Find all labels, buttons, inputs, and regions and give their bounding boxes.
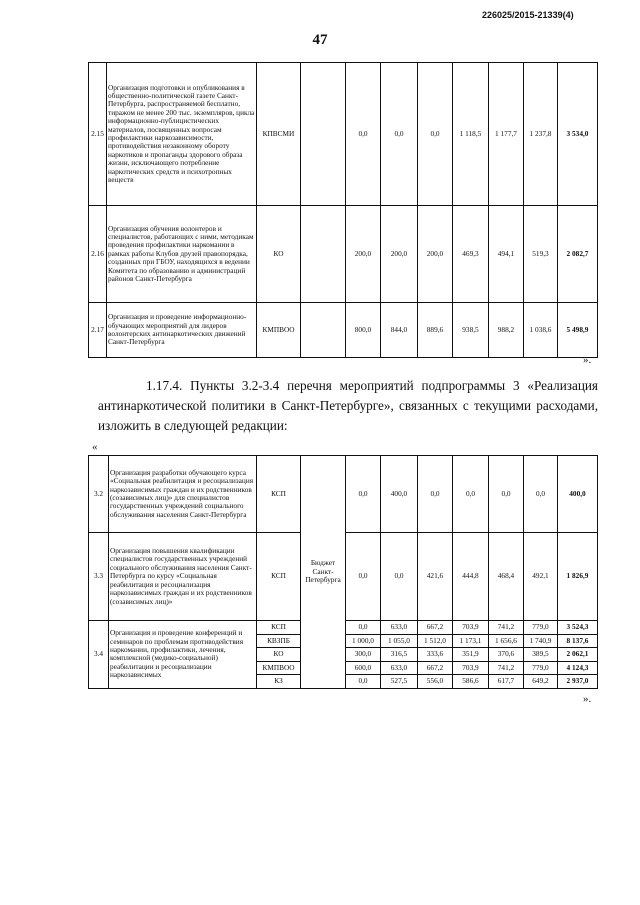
year-value: 400,0 <box>381 456 418 533</box>
year-value: 468,4 <box>489 533 524 621</box>
funding-source <box>301 303 346 358</box>
year-value: 389,5 <box>524 648 558 662</box>
year-value: 741,2 <box>489 621 524 635</box>
row-number: 3.3 <box>89 533 109 621</box>
year-value: 1 237,8 <box>524 63 558 206</box>
table-row <box>89 206 598 303</box>
year-value: 1 055,0 <box>381 634 418 648</box>
year-value: 600,0 <box>346 661 381 675</box>
executor: КСП <box>257 533 301 621</box>
row-number: 2.16 <box>89 206 107 303</box>
total-value: 2 937,0 <box>558 675 598 689</box>
row-number: 3.2 <box>89 456 109 533</box>
year-value: 649,2 <box>524 675 558 689</box>
year-value: 779,0 <box>524 661 558 675</box>
row-number: 2.17 <box>89 303 107 358</box>
close-quote-1: ». <box>583 354 592 366</box>
year-value: 844,0 <box>381 303 418 358</box>
year-value: 351,9 <box>453 648 489 662</box>
row-number: 2.15 <box>89 63 107 206</box>
close-quote-2: ». <box>583 693 592 705</box>
year-value: 633,0 <box>381 621 418 635</box>
year-value: 200,0 <box>346 206 381 303</box>
table-row <box>89 456 598 533</box>
total-value: 400,0 <box>558 456 598 533</box>
year-value: 527,5 <box>381 675 418 689</box>
year-value: 200,0 <box>418 206 453 303</box>
year-value: 469,3 <box>453 206 489 303</box>
year-value: 741,2 <box>489 661 524 675</box>
measure-name: Организация повышения квалификации специалистов государственных учреждений социального обслуживания населения Санкт-Петербурга по курсу «Социальная реабилитация и ресоциализация наркозависимых граждан и их родственников (созависимых лиц)» <box>109 533 257 621</box>
year-value: 617,7 <box>489 675 524 689</box>
year-value: 889,6 <box>418 303 453 358</box>
measure-name: Организация и проведение конференций и семинаров по проблемам противодействия наркомании, профилактики, лечения, комплексной (медико-социальной) реабилитации и ресоциализации наркозависимых <box>109 621 257 689</box>
year-value: 667,2 <box>418 621 453 635</box>
year-value: 800,0 <box>346 303 381 358</box>
total-value: 3 534,0 <box>558 63 598 206</box>
funding-source <box>301 63 346 206</box>
year-value: 1 740,9 <box>524 634 558 648</box>
year-value: 1 177,7 <box>489 63 524 206</box>
year-value: 0,0 <box>418 456 453 533</box>
measures-table-1 <box>88 62 598 358</box>
year-value: 0,0 <box>453 456 489 533</box>
year-value: 1 512,0 <box>418 634 453 648</box>
funding-source <box>301 206 346 303</box>
year-value: 938,5 <box>453 303 489 358</box>
executor: КСП <box>257 456 301 533</box>
year-value: 200,0 <box>381 206 418 303</box>
year-value: 519,3 <box>524 206 558 303</box>
year-value: 556,0 <box>418 675 453 689</box>
year-value: 703,9 <box>453 621 489 635</box>
page-number: 47 <box>312 32 328 48</box>
year-value: 1 656,6 <box>489 634 524 648</box>
measure-name: Организация и проведение информационно-обучающих мероприятий для лидеров волонтерских антинаркотических движений Санкт-Петербурга <box>107 303 257 358</box>
year-value: 0,0 <box>346 456 381 533</box>
measure-name: Организация обучения волонтеров и специалистов, работающих с ними, методикам проведения профилактики наркомании в рамках работы Клубов друзей правопорядка, созданных при ГБОУ, находящихся в ведении Комитета по образованию и администраций районов Санкт-Петербурга <box>107 206 257 303</box>
year-value: 988,2 <box>489 303 524 358</box>
year-value: 667,2 <box>418 661 453 675</box>
total-value: 1 826,9 <box>558 533 598 621</box>
year-value: 1 038,6 <box>524 303 558 358</box>
year-value: 333,6 <box>418 648 453 662</box>
paragraph-text: 1.17.4. Пункты 3.2-3.4 перечня мероприятий подпрограммы 3 «Реализация антинаркотической политики в Санкт-Петербурге», связанных с текущими расходами, изложить в следующей редакции: <box>98 378 598 433</box>
measures-table-2 <box>88 455 598 689</box>
executor: КПВСМИ <box>257 63 301 206</box>
year-value: 492,1 <box>524 533 558 621</box>
executor: КВЗПБ <box>257 634 301 648</box>
table-row <box>89 303 598 358</box>
year-value: 370,6 <box>489 648 524 662</box>
executor: КМПВОО <box>257 661 301 675</box>
open-quote: « <box>92 441 98 453</box>
year-value: 586,6 <box>453 675 489 689</box>
year-value: 0,0 <box>346 675 381 689</box>
executor: КЗ <box>257 675 301 689</box>
year-value: 421,6 <box>418 533 453 621</box>
year-value: 1 173,1 <box>453 634 489 648</box>
year-value: 1 118,5 <box>453 63 489 206</box>
year-value: 0,0 <box>346 533 381 621</box>
year-value: 0,0 <box>346 63 381 206</box>
year-value: 316,5 <box>381 648 418 662</box>
year-value: 494,1 <box>489 206 524 303</box>
year-value: 0,0 <box>418 63 453 206</box>
total-value: 5 498,9 <box>558 303 598 358</box>
measure-name: Организация разработки обучающего курса «Социальная реабилитация и ресоциализация наркозависимых граждан и их родственников (созависимых лиц)» для специалистов государственных учреждений социального обслуживания населения Санкт-Петербурга <box>109 456 257 533</box>
year-value: 779,0 <box>524 621 558 635</box>
document-number: 226025/2015-21339(4) <box>482 10 574 20</box>
executor: КО <box>257 206 301 303</box>
total-value: 2 062,1 <box>558 648 598 662</box>
year-value: 0,0 <box>381 533 418 621</box>
row-number: 3.4 <box>89 621 109 689</box>
executor: КМПВОО <box>257 303 301 358</box>
year-value: 0,0 <box>524 456 558 533</box>
executor: КО <box>257 648 301 662</box>
measure-name: Организация подготовки и опубликования в общественно-политической газете Санкт-Петербурга, распространяемой бесплатно, тиражом не менее 200 тыс. экземпляров, цикла информационно-публицистических материалов, посвященных вопросам профилактики наркозависимости, противодействия незаконному обороту наркотиков и пропаганды здорового образа жизни, исключающего потребление наркотических средств и психотропных веществ <box>107 63 257 206</box>
year-value: 633,0 <box>381 661 418 675</box>
year-value: 1 000,0 <box>346 634 381 648</box>
year-value: 300,0 <box>346 648 381 662</box>
total-value: 4 124,3 <box>558 661 598 675</box>
funding-source: Бюджет Санкт-Петербурга <box>301 456 346 689</box>
year-value: 444,8 <box>453 533 489 621</box>
year-value: 0,0 <box>489 456 524 533</box>
total-value: 8 137,6 <box>558 634 598 648</box>
table-row <box>89 63 598 206</box>
amendment-paragraph <box>98 376 598 436</box>
year-value: 703,9 <box>453 661 489 675</box>
year-value: 0,0 <box>381 63 418 206</box>
total-value: 2 082,7 <box>558 206 598 303</box>
executor: КСП <box>257 621 301 635</box>
year-value: 0,0 <box>346 621 381 635</box>
total-value: 3 524,3 <box>558 621 598 635</box>
